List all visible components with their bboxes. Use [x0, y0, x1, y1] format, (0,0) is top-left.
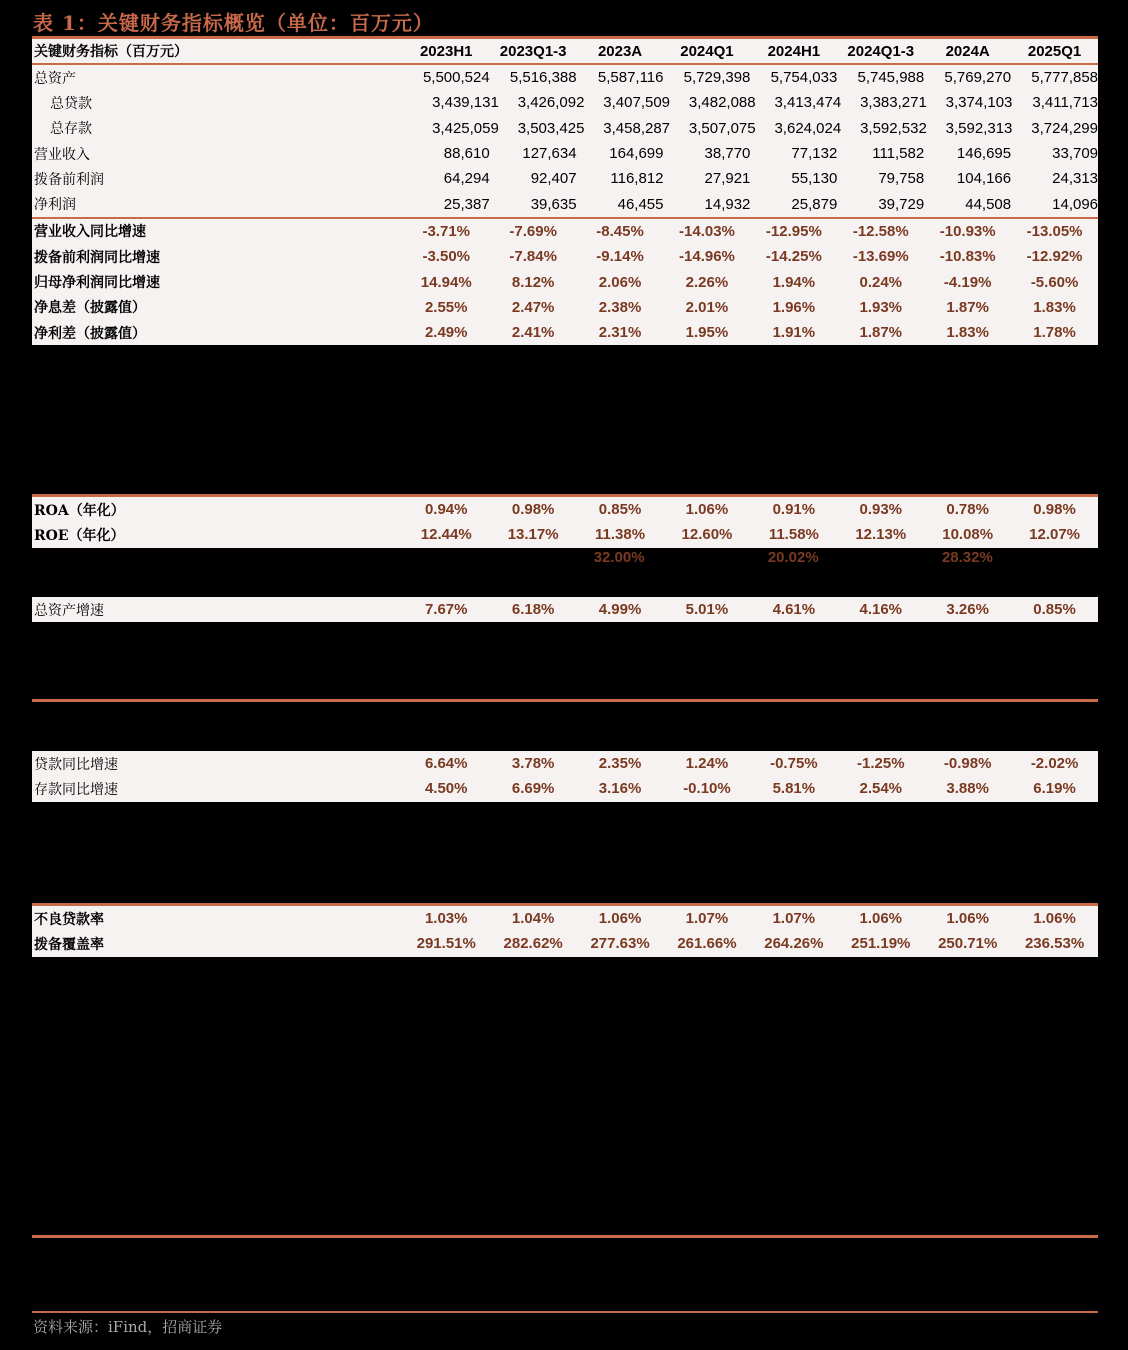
cell-value: 38,770	[704, 145, 751, 163]
source-note: 资料来源：iFind，招商证券	[33, 1318, 223, 1336]
cell-value: 11.38%	[595, 526, 646, 544]
row-label: 拨备前利润	[34, 171, 104, 188]
cell-value: 6.19%	[1033, 780, 1076, 798]
table-row	[32, 776, 1098, 801]
cell-value: 3,507,075	[688, 119, 756, 137]
table-row	[32, 931, 1098, 956]
cell-value: 25,879	[791, 195, 838, 213]
col-header: 2025Q1	[1027, 42, 1082, 60]
cell-value: 5,729,398	[683, 69, 751, 87]
floating-value: 20.02%	[767, 549, 819, 566]
cell-value: 0.85%	[598, 501, 642, 519]
floating-value: 32.00%	[593, 549, 645, 566]
table-row	[32, 497, 1098, 522]
cell-value: 3,425,059	[432, 119, 499, 137]
cell-value: 6.69%	[511, 780, 555, 798]
cell-value: 0.98%	[1033, 501, 1076, 519]
cell-value: 2.47%	[511, 298, 555, 316]
cell-value: 4.99%	[598, 601, 642, 619]
cell-value: 1.96%	[772, 298, 816, 316]
cell-value: 1.93%	[859, 298, 903, 316]
cell-value: 2.41%	[511, 324, 555, 342]
cell-value: -9.14%	[596, 248, 644, 266]
cell-value: 3,592,313	[945, 119, 1013, 137]
table-block-loan-deposit	[32, 751, 1098, 802]
cell-value: 13.17%	[507, 526, 559, 544]
cell-value: 3,482,088	[688, 94, 756, 112]
row-label: 拨备覆盖率	[34, 936, 104, 953]
cell-value: 12.60%	[681, 526, 733, 544]
cell-value: 0.94%	[424, 501, 468, 519]
row-label: 归母净利润同比增速	[34, 275, 160, 292]
cell-value: 1.06%	[946, 910, 989, 928]
row-label: 总资产	[34, 70, 76, 87]
cell-value: 2.31%	[598, 324, 642, 342]
cell-value: 164,699	[609, 145, 664, 163]
cell-value: 146,695	[956, 145, 1012, 163]
cell-value: 1.03%	[424, 910, 468, 928]
cell-value: 0.78%	[946, 501, 989, 519]
cell-value: 64,294	[443, 170, 490, 188]
col-header: 2024Q1-3	[847, 42, 915, 60]
cell-value: 0.93%	[859, 501, 903, 519]
cell-value: 3,426,092	[517, 94, 585, 112]
cell-value: 5,500,524	[422, 69, 490, 87]
cell-value: 79,758	[878, 170, 925, 188]
cell-value: 46,455	[617, 195, 664, 213]
cell-value: 3,592,532	[860, 119, 927, 137]
divider-line	[32, 1235, 1098, 1238]
header-row	[32, 39, 1098, 65]
cell-value: 5,754,033	[770, 69, 838, 87]
cell-value: 12.07%	[1029, 526, 1081, 544]
cell-value: 2.54%	[859, 780, 903, 798]
cell-value: 1.06%	[598, 910, 642, 928]
cell-value: -12.58%	[852, 222, 909, 240]
floating-value	[1011, 549, 1098, 566]
cell-value: 1.24%	[685, 755, 729, 773]
cell-value: 0.24%	[859, 273, 903, 291]
cell-value: 3,411,713	[1032, 94, 1098, 112]
cell-value: 5,587,116	[597, 69, 664, 87]
col-header: 2023H1	[419, 42, 473, 60]
cell-value: -5.60%	[1030, 273, 1079, 291]
cell-value: 33,709	[1052, 145, 1099, 163]
row-label: 营业收入同比增速	[34, 224, 146, 241]
floating-value: 28.32%	[941, 549, 993, 566]
cell-value: 5,516,388	[509, 69, 577, 87]
cell-value: 6.64%	[424, 755, 468, 773]
cell-value: 14,096	[1052, 195, 1099, 213]
cell-value: 2.38%	[598, 298, 642, 316]
cell-value: 25,387	[443, 195, 490, 213]
cell-value: -3.71%	[422, 222, 470, 240]
cell-value: 6.18%	[511, 601, 555, 619]
cell-value: 104,166	[956, 170, 1012, 188]
cell-value: 3,724,299	[1031, 119, 1098, 137]
table-block-asset-growth	[32, 597, 1098, 622]
cell-value: 251.19%	[851, 935, 911, 953]
col-header: 2023A	[597, 42, 643, 60]
floating-values-row	[32, 549, 1098, 566]
table-title: 表 1：关键财务指标概览（单位：百万元）	[33, 11, 434, 35]
cell-value: -8.45%	[596, 222, 644, 240]
cell-value: 264.26%	[764, 935, 824, 953]
cell-value: 3.26%	[946, 601, 989, 619]
divider-line	[32, 699, 1098, 702]
cell-value: -7.84%	[509, 248, 557, 266]
cell-value: -13.69%	[852, 248, 909, 266]
row-label: 净利润	[34, 197, 76, 214]
cell-value: 55,130	[791, 170, 838, 188]
table-row	[32, 191, 1098, 216]
cell-value: -14.96%	[679, 248, 735, 266]
cell-value: -7.69%	[509, 222, 557, 240]
cell-value: 12.44%	[420, 526, 472, 544]
cell-value: 1.78%	[1033, 324, 1076, 342]
cell-value: 3,383,271	[860, 94, 927, 112]
cell-value: 92,407	[530, 170, 577, 188]
cell-value: 236.53%	[1024, 935, 1085, 953]
cell-value: -14.25%	[765, 248, 822, 266]
cell-value: 3.16%	[598, 780, 642, 798]
cell-value: 27,921	[704, 170, 751, 188]
cell-value: 3,374,103	[945, 94, 1013, 112]
cell-value: 4.50%	[424, 780, 468, 798]
cell-value: -4.19%	[943, 273, 992, 291]
table-row	[32, 65, 1098, 90]
cell-value: -10.93%	[939, 222, 996, 240]
cell-value: 5,777,858	[1031, 69, 1099, 87]
cell-value: 0.85%	[1033, 601, 1076, 619]
cell-value: 116,812	[610, 170, 664, 188]
section-growth	[32, 217, 1098, 345]
cell-value: 1.94%	[772, 273, 816, 291]
table-row	[32, 597, 1098, 622]
cell-value: -13.05%	[1026, 222, 1083, 240]
table-block-returns	[32, 494, 1098, 548]
cell-value: 44,508	[965, 195, 1012, 213]
section-loan-deposit	[32, 751, 1098, 802]
cell-value: 1.06%	[859, 910, 903, 928]
cell-value: -12.95%	[765, 222, 822, 240]
cell-value: 1.87%	[859, 324, 903, 342]
cell-value: -10.83%	[939, 248, 996, 266]
row-label-empty	[32, 549, 401, 566]
section-returns	[32, 497, 1098, 548]
cell-value: -0.75%	[770, 755, 818, 773]
table-row	[32, 522, 1098, 547]
row-label: ROE（年化）	[34, 527, 125, 544]
cell-value: 291.51%	[416, 935, 476, 953]
row-label: 营业收入	[34, 146, 90, 163]
table-row	[32, 751, 1098, 776]
cell-value: 261.66%	[677, 935, 737, 953]
table-row	[32, 320, 1098, 345]
cell-value: 1.07%	[685, 910, 729, 928]
cell-value: 3,624,024	[774, 119, 842, 137]
cell-value: 24,313	[1052, 170, 1099, 188]
cell-value: 1.91%	[772, 324, 816, 342]
cell-value: 2.06%	[598, 273, 642, 291]
header-label: 关键财务指标（百万元）	[34, 44, 188, 60]
cell-value: 3,503,425	[517, 119, 585, 137]
row-label: 净息差（披露值）	[34, 300, 146, 317]
cell-value: 12.13%	[855, 526, 907, 544]
row-label: 总存款	[50, 121, 92, 138]
table-row	[32, 295, 1098, 320]
cell-value: -3.50%	[422, 248, 470, 266]
floating-value	[663, 549, 750, 566]
table-row	[32, 166, 1098, 191]
cell-value: 39,729	[878, 195, 925, 213]
cell-value: 7.67%	[424, 601, 468, 619]
cell-value: 5,769,270	[944, 69, 1012, 87]
row-label: 总贷款	[50, 95, 92, 112]
cell-value: 11.58%	[768, 526, 819, 544]
cell-value: 4.61%	[772, 601, 816, 619]
row-label: 贷款同比增速	[34, 756, 118, 773]
table-row	[32, 116, 1098, 141]
cell-value: 2.26%	[685, 273, 729, 291]
col-header: 2024Q1	[680, 42, 734, 60]
cell-value: -14.03%	[679, 222, 735, 240]
table-row	[32, 906, 1098, 931]
cell-value: 0.98%	[511, 501, 555, 519]
table-row	[32, 219, 1098, 244]
row-label: 总资产增速	[34, 602, 104, 619]
cell-value: 3.88%	[946, 780, 989, 798]
cell-value: 4.16%	[859, 601, 903, 619]
cell-value: -0.10%	[683, 780, 731, 798]
cell-value: 127,634	[522, 145, 577, 163]
cell-value: 1.87%	[946, 298, 989, 316]
section-asset-quality	[32, 906, 1098, 957]
cell-value: 1.06%	[685, 501, 729, 519]
cell-value: 5.01%	[685, 601, 729, 619]
cell-value: 8.12%	[511, 273, 555, 291]
cell-value: 1.83%	[946, 324, 989, 342]
row-label: ROA（年化）	[34, 502, 125, 519]
cell-value: 2.49%	[424, 324, 468, 342]
cell-value: 5.81%	[772, 780, 816, 798]
cell-value: -12.92%	[1026, 248, 1083, 266]
cell-value: 282.62%	[503, 935, 563, 953]
cell-value: 39,635	[530, 195, 577, 213]
cell-value: 1.04%	[511, 910, 555, 928]
cell-value: 3,458,287	[603, 119, 671, 137]
cell-value: 1.95%	[685, 324, 729, 342]
cell-value: 77,132	[791, 145, 838, 163]
row-label: 存款同比增速	[34, 781, 118, 798]
cell-value: 3.78%	[511, 755, 555, 773]
table-block-asset-quality	[32, 903, 1098, 957]
cell-value: 250.71%	[938, 935, 998, 953]
cell-value: 1.83%	[1033, 298, 1076, 316]
floating-value	[489, 549, 576, 566]
col-header: 2023Q1-3	[499, 42, 567, 60]
floating-value	[401, 549, 488, 566]
table-block-main	[32, 36, 1098, 345]
cell-value: -0.98%	[943, 755, 992, 773]
cell-value: 2.01%	[685, 298, 729, 316]
col-header: 2024A	[945, 42, 990, 60]
cell-value: 88,610	[443, 145, 490, 163]
table-row	[32, 141, 1098, 166]
cell-value: 14,932	[704, 195, 751, 213]
cell-value: 3,439,131	[432, 94, 499, 112]
cell-value: 1.07%	[772, 910, 816, 928]
cell-value: 1.06%	[1033, 910, 1076, 928]
table-row	[32, 90, 1098, 115]
cell-value: 0.91%	[772, 501, 816, 519]
cell-value: 5,745,988	[857, 69, 925, 87]
col-header: 2024H1	[767, 42, 821, 60]
cell-value: 3,413,474	[774, 94, 842, 112]
cell-value: 10.08%	[942, 526, 994, 544]
floating-value	[837, 549, 924, 566]
row-label: 不良贷款率	[34, 911, 104, 928]
cell-value: 111,582	[872, 145, 925, 163]
table-row	[32, 244, 1098, 269]
cell-value: 2.35%	[598, 755, 642, 773]
cell-value: -2.02%	[1030, 755, 1079, 773]
section-balance	[32, 65, 1098, 217]
cell-value: -1.25%	[857, 755, 905, 773]
cell-value: 3,407,509	[603, 94, 671, 112]
table-row	[32, 269, 1098, 294]
row-label: 拨备前利润同比增速	[34, 249, 160, 266]
section-asset-growth	[32, 597, 1098, 622]
row-label: 净利差（披露值）	[34, 325, 146, 342]
cell-value: 2.55%	[424, 298, 468, 316]
footer-line	[32, 1311, 1098, 1313]
cell-value: 277.63%	[590, 935, 650, 953]
cell-value: 14.94%	[420, 273, 472, 291]
